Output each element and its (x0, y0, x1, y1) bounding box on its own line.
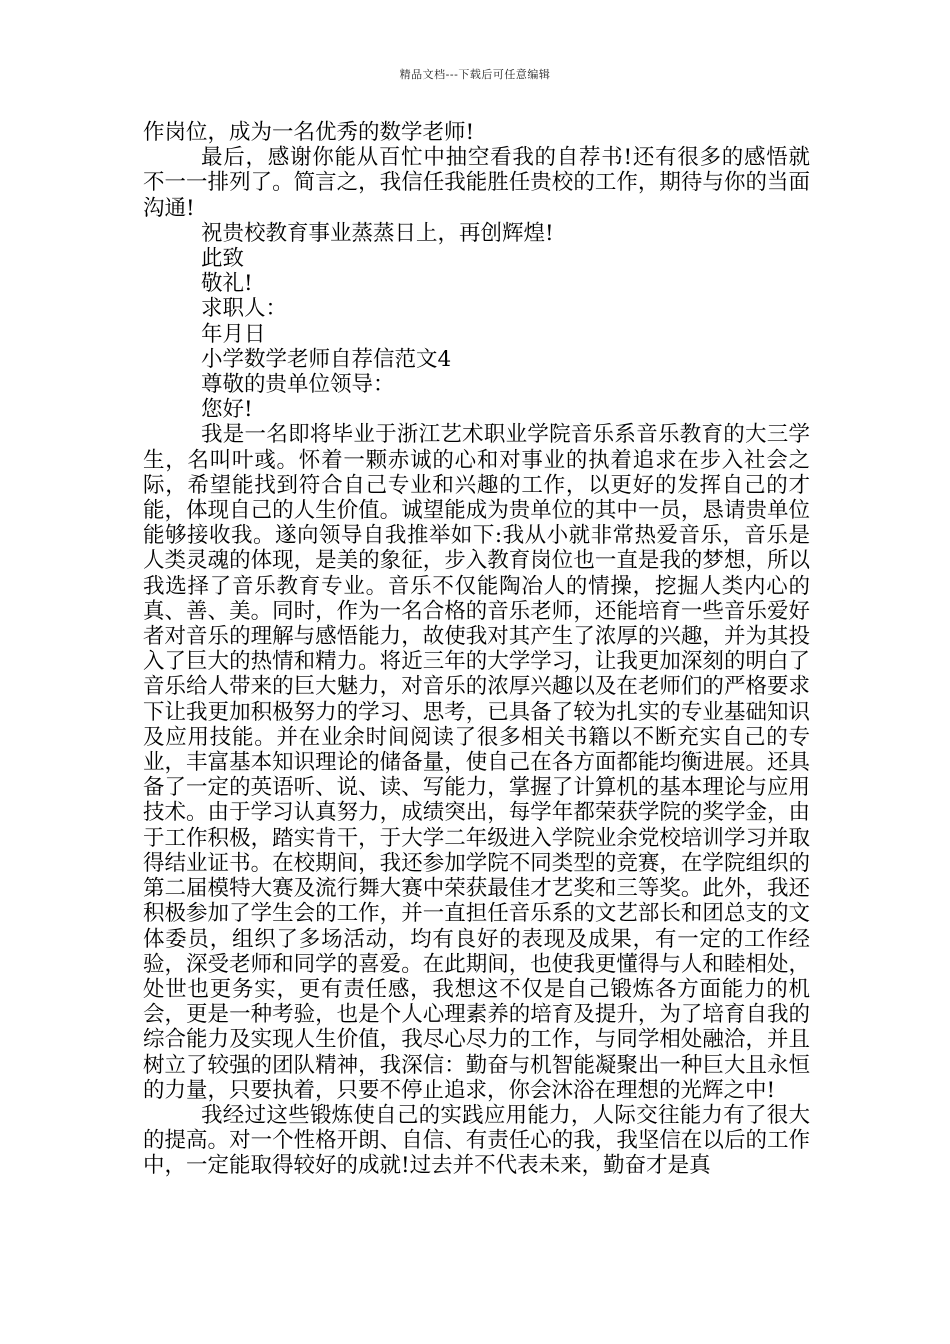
document-body (143, 120, 810, 1179)
page-header-note: 精品文档---下载后可任意编辑 (399, 68, 551, 81)
applicant-label: 求职人： (201, 296, 288, 322)
paragraph-introduction: 我是一名即将毕业于浙江艺术职业学院音乐系音乐教育的大三学生，名叫叶彧。怀着一颗赤诚的心和对事业的执着追求在步入社会之际，希望能找到符合自己专业和兴趣的工作，以更好的发挥自己的才能，体现自己的人生价值。诚望能成为贵单位的其中一员，恳请贵单位能够接收我。遂向领导自我推举如下:我从小就非常热爱音乐，音乐是人类灵魂的体现，是美的象征，步入教育岗位也一直是我的梦想，所以我选择了音乐教育专业。音乐不仅能陶冶人的情操，挖掘人类内心的真、善、美。同时，作为一名合格的音乐老师，还能培育一些音乐爱好者对音乐的理解与感悟能力，故使我对其产生了浓厚的兴趣，并为其投入了巨大的热情和精力。将近三年的大学学习，让我更加深刻的明白了音乐给人带来的巨大魅力，对音乐的浓厚兴趣以及在老师们的严格要求下让我更加积极努力的学习、思考，已具备了较为扎实的专业基础知识及应用技能。并在业余时间阅读了很多相关书籍以不断充实自己的专业，丰富基本知识理论的储备量，使自己在各方面都能均衡进展。还具备了一定的英语听、说、读、写能力，掌握了计算机的基本理论与应用技术。由于学习认真努力，成绩突出，每学年都荣获学院的奖学金，由于工作积极，踏实肯干，于大学二年级进入学院业余党校培训学习并取得结业证书。在校期间，我还参加学院不同类型的竞赛，在学院组织的第二届模特大赛及流行舞大赛中荣获最佳才艺奖和三等奖。此外，我还积极参加了学生会的工作，并一直担任音乐系的文艺部长和团总支的文体委员，组织了多场活动，均有良好的表现及成果，有一定的工作经验，深受老师和同学的喜爱。在此期间，也使我更懂得与人和睦相处，处世也更务实，更有责任感，我想这不仅是自己锻炼各方面能力的机会，更是一种考验，也是个人心理素养的培育及提升，为了培育自我的综合能力及实现人生价值，我尽心尽力的工作，与同学相处融洽，并且树立了较强的团队精神，我深信：勤奋与机智能凝聚出一种巨大且永恒的力量，只要执着，只要不停止追求，你会沐浴在理想的光辉之中! (143, 422, 810, 1103)
paragraph-continuation: 作岗位，成为一名优秀的数学老师! (143, 120, 475, 145)
greeting-hello: 您好! (201, 397, 253, 423)
paragraph-wishes: 祝贵校教育事业蒸蒸日上，再创辉煌! (201, 220, 554, 246)
greeting-addressee: 尊敬的贵单位领导： (201, 372, 395, 398)
section-title: 小学数学老师自荐信范文4 (201, 346, 452, 372)
salutation-jingli: 敬礼! (201, 271, 253, 297)
salutation-cizhi: 此致 (201, 246, 245, 272)
paragraph-closing-thanks: 最后，感谢你能从百忙中抽空看我的自荐书!还有很多的感悟就不一一排列了。简言之，我信任我能胜任贵校的工作，期待与你的当面沟通! (143, 145, 810, 221)
date-line: 年月日 (201, 321, 266, 347)
paragraph-conclusion: 我经过这些锻炼使自己的实践应用能力，人际交往能力有了很大的提高。对一个性格开朗、自信、有责任心的我，我坚信在以后的工作中，一定能取得较好的成就!过去并不代表未来，勤奋才是真 (143, 1102, 810, 1179)
